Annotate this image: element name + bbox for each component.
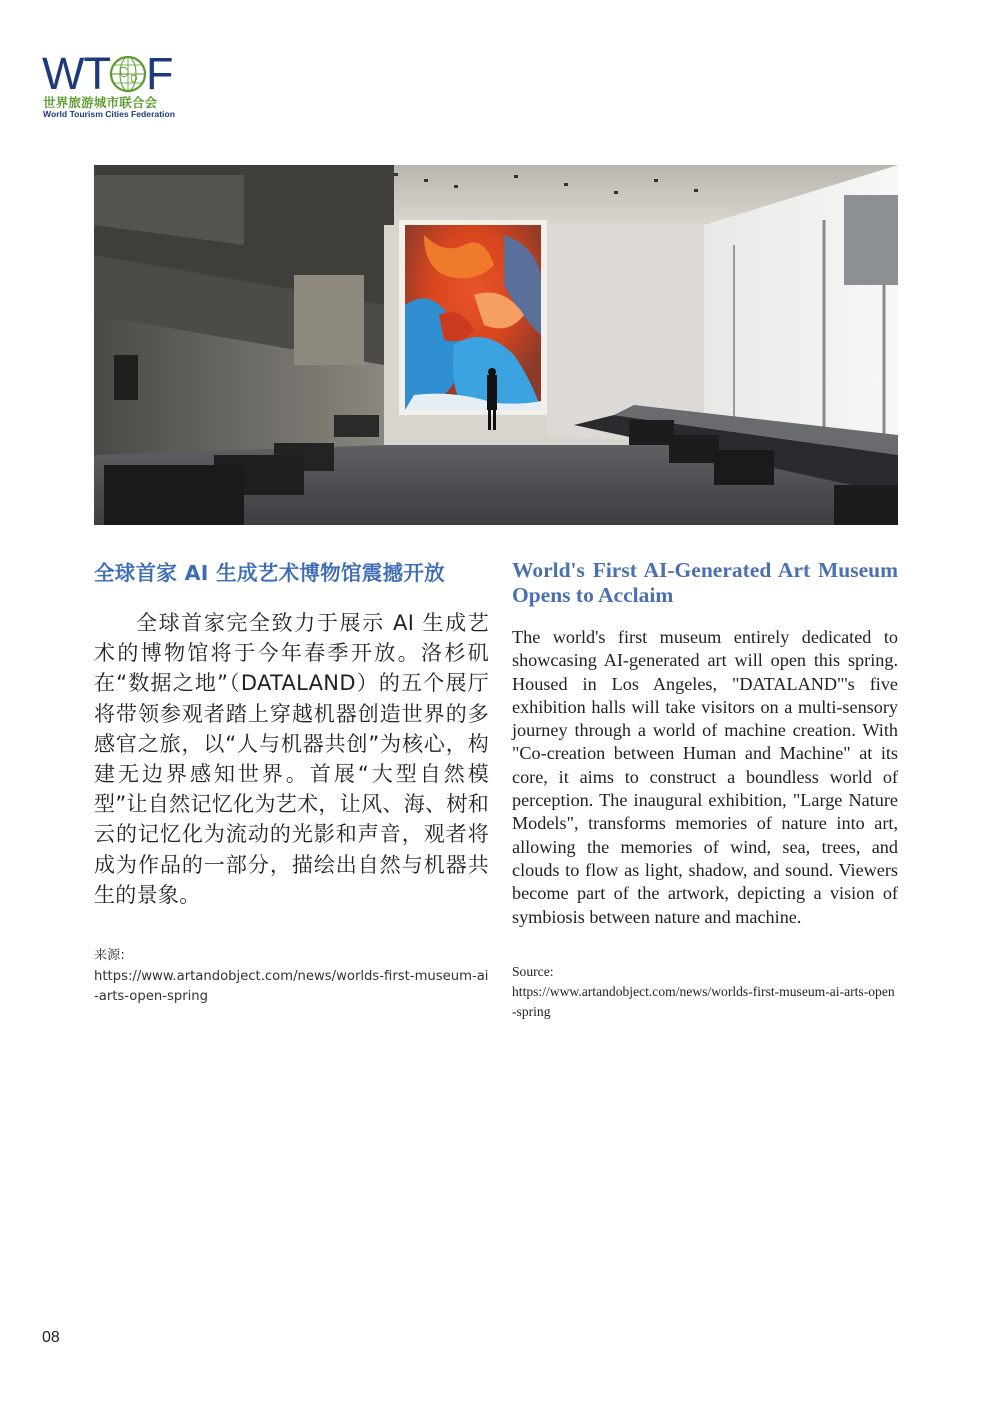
wtcf-logo — [42, 48, 192, 119]
article-chinese — [94, 558, 489, 1008]
article-body-cn: 全球首家完全致力于展示 AI 生成艺术的博物馆将于今年春季开放。洛杉矶在“数据之地”（DATALAND）的五个展厅将带领参观者踏上穿越机器创造世界的多感官之旅，以“人与机器共创”为核心，构建无边界感知世界。首展“大型自然模型”让自然记忆化为艺术，让风、海、树和云的记忆化为流动的光影和声音，观者将成为作品的一部分，描绘出自然与机器共生的景象。 — [94, 611, 489, 907]
museum-photo — [94, 165, 898, 525]
source-en — [512, 962, 898, 1022]
source-link-cn[interactable]: https://www.artandobject.com/news/worlds-first-museum-ai-arts-open-spring — [94, 968, 489, 1005]
logo-english-name: World Tourism Cities Federation — [43, 109, 175, 119]
globe-icon — [108, 54, 148, 94]
source-cn — [94, 946, 489, 1008]
page-number: 08 — [42, 1329, 60, 1346]
source-link-en[interactable]: https://www.artandobject.com/news/worlds-first-museum-ai-arts-open-spring — [512, 983, 895, 1019]
logo-wordmark — [42, 48, 173, 99]
source-label-cn: 来源: — [94, 948, 125, 964]
article-body-en: The world's first museum entirely dedicated to showcasing AI-generated art will open this spring. Housed in Los Angeles, "DATALAND"'s five exhibition halls will take visitors on a multi-sensory journey through a world of machine creation. With "Co-creation between Human and Machine" at its core, it aims to construct a boundless world of perception. The inaugural exhibition, "Large Nature Models", transforms memories of nature into art, allowing the memories of wind, sea, trees, and clouds to flow as light, shadow, and sound. Viewers become part of the artwork, depicting a vision of symbiosis between nature and machine. — [512, 627, 898, 927]
article-english — [512, 558, 898, 1022]
article-title-cn: 全球首家 AI 生成艺术博物馆震撼开放 — [94, 561, 445, 585]
logo-letter-t: T — [83, 48, 110, 99]
logo-letter-f: F — [145, 48, 173, 99]
source-label-en: Source: — [512, 963, 554, 979]
article-title-en: World's First AI-Generated Art Museum Opens to Acclaim — [512, 558, 898, 607]
logo-letter-w: W — [42, 48, 84, 99]
logo-chinese-name: 世界旅游城市联合会 — [43, 95, 158, 110]
